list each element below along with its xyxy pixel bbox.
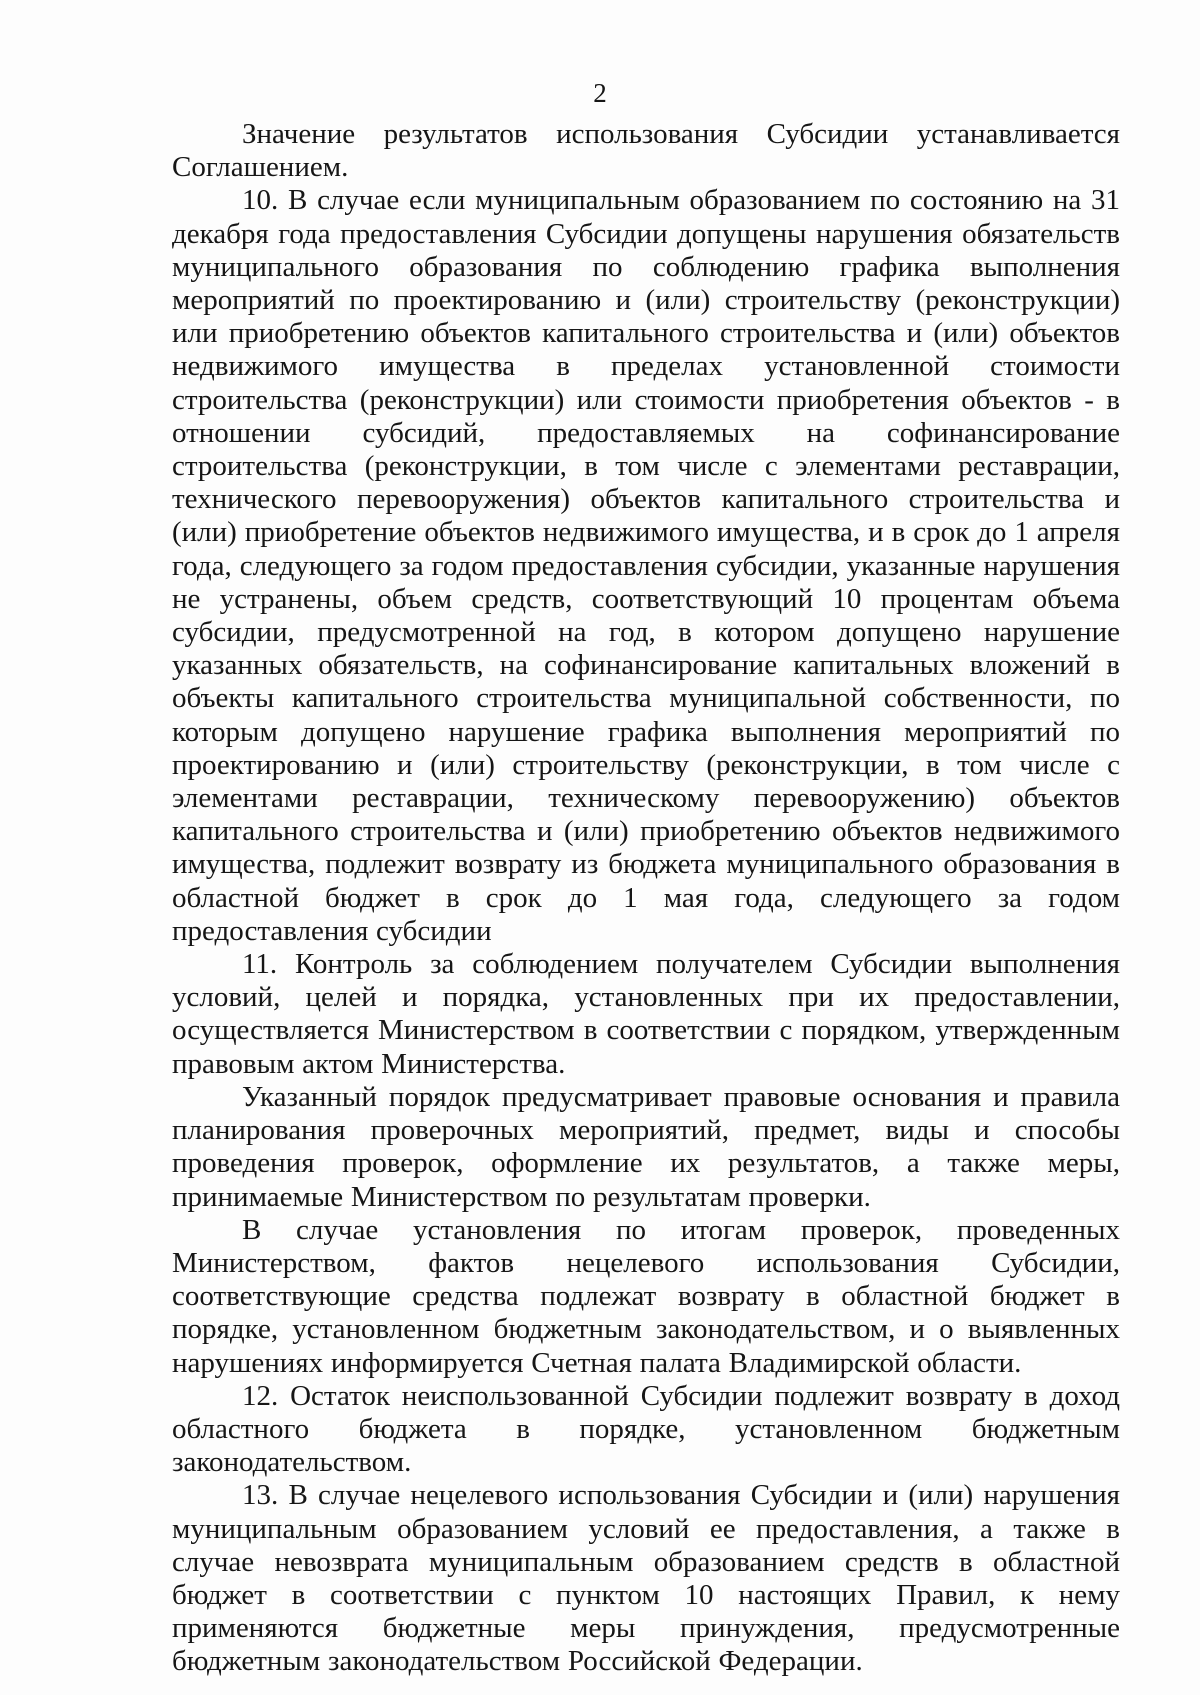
paragraph-10-violation-return: 10. В случае если муниципальным образованием по состоянию на 31 декабря года предоставления Субсидии допущены нарушения обязательств муниципального образования по соблюдению графика выполнения мероприятий по проектированию и (или) строительству (реконструкции) или приобретению объектов капитального строительства и (или) объектов недвижимого имущества в пределах установленной стоимости строительства (реконструкции) или стоимости приобретения объектов - в отношении субсидий, предоставляемых на софинансирование строительства (реконструкции, в том числе с элементами реставрации, технического перевооружения) объектов капитального строительства и (или) приобретение объектов недвижимого имущества, и в срок до 1 апреля года, следующего за годом предоставления субсидии, указанные нарушения не устранены, объем средств, соответствующий 10 процентам объема субсидии, предусмотренной на год, в котором допущено нарушение указанных обязательств, на софинансирование капитальных вложений в объекты капитального строительства муниципальной собственности, по которым допущено нарушение графика выполнения мероприятий по проектированию и (или) строительству (реконструкции, в том числе с элементами реставрации, техническому перевооружению) объектов капитального строительства и (или) приобретению объектов недвижимого имущества, подлежит возврату из бюджета муниципального образования в областной бюджет в срок до 1 мая года, следующего за годом предоставления субсидии: [172, 184, 1120, 947]
paragraph-control-procedure: Указанный порядок предусматривает правовые основания и правила планирования проверочных мероприятий, предмет, виды и способы проведения проверок, оформление их результатов, а также меры, принимаемые Министерством по результатам проверки.: [172, 1080, 1120, 1213]
paragraph-11-control: 11. Контроль за соблюдением получателем Субсидии выполнения условий, целей и порядка, установленных при их предоставлении, осуществляется Министерством в соответствии с порядком, утвержденным правовым актом Министерства.: [172, 948, 1120, 1080]
document-body: [172, 118, 1120, 1679]
page-number: 2: [593, 78, 607, 108]
paragraph-13-enforcement: 13. В случае нецелевого использования Субсидии и (или) нарушения муниципальным образованием условий ее предоставления, а также в случае невозврата муниципальным образованием средств в областной бюджет в соответствии с пунктом 10 настоящих Правил, к нему применяются бюджетные меры принуждения, предусмотренные бюджетным законодательством Российской Федерации.: [172, 1479, 1120, 1678]
paragraph-misuse-return: В случае установления по итогам проверок, проведенных Министерством, фактов нецелевого использования Субсидии, соответствующие средства подлежат возврату в областной бюджет в порядке, установленном бюджетным законодательством, и о выявленных нарушениях информируется Счетная палата Владимирской области.: [172, 1213, 1120, 1379]
paragraph-12-remainder: 12. Остаток неиспользованной Субсидии подлежит возврату в доход областного бюджета в порядке, установленном бюджетным законодательством.: [172, 1379, 1120, 1479]
paragraph-result-value: Значение результатов использования Субсидии устанавливается Соглашением.: [172, 118, 1120, 184]
